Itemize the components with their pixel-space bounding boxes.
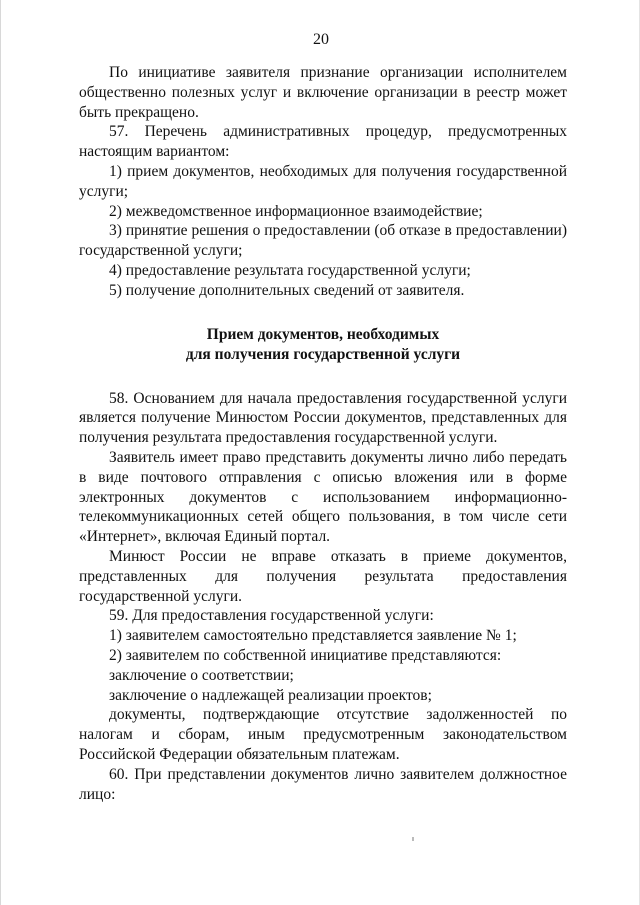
paragraph-no-refusal: Минюст России не вправе отказать в приеме документов, представленных для получения результата предоставления государственной услуги. [79, 547, 567, 605]
list-subitem-compliance: заключение о соответствии; [109, 666, 294, 684]
section-heading-line-2: для получения государственной услуги [185, 345, 461, 363]
section-heading-line-1: Прием документов, необходимых [206, 325, 440, 343]
spacer [79, 301, 567, 325]
paragraph-applicant-right: Заявитель имеет право представить документы лично либо передать в виде почтового отправления с описью вложения или в форме электронных документов с использованием информационно-телекоммуникационных сетей общего пользования, в том числе сети «Интернет», включая Единый портал. [79, 448, 567, 546]
spacer [79, 365, 567, 389]
page-number: 20 [313, 31, 329, 48]
document-body [79, 63, 567, 804]
list-item-57-4: 4) предоставление результата государственной услуги; [109, 261, 471, 279]
paragraph-60: 60. При представлении документов лично заявителем должностное лицо: [79, 765, 567, 803]
scan-speck [412, 837, 414, 841]
list-item-57-3: 3) принятие решения о предоставлении (об отказе в предоставлении) государственной услуги; [79, 222, 567, 260]
list-item-57-5: 5) получение дополнительных сведений от заявителя. [109, 281, 465, 299]
list-item-59-2: 2) заявителем по собственной инициативе представляются: [109, 646, 502, 664]
paragraph-58: 58. Основанием для начала предоставления государственной услуги является получение Минюстом России документов, представленных для получения результата предоставления государственной услуги. [79, 389, 567, 447]
list-subitem-no-debts: документы, подтверждающие отсутствие задолженностей по налогам и сборам, иным предусмотренным законодательством Российской Федерации обязательным платежам. [79, 706, 567, 763]
paragraph-59: 59. Для предоставления государственной услуги: [109, 607, 434, 625]
list-item-59-1: 1) заявителем самостоятельно представляется заявление № 1; [109, 627, 517, 645]
paragraph-termination: По инициативе заявителя признание организации исполнителем общественно полезных услуг и включение организации в реестр может быть прекращено. [79, 64, 567, 121]
list-item-57-1: 1) прием документов, необходимых для получения государственной услуги; [79, 162, 567, 200]
paragraph-57: 57. Перечень административных процедур, предусмотренных настоящим вариантом: [79, 123, 567, 161]
list-subitem-projects: заключение о надлежащей реализации проектов; [109, 686, 432, 704]
list-item-57-2: 2) межведомственное информационное взаимодействие; [109, 202, 483, 220]
